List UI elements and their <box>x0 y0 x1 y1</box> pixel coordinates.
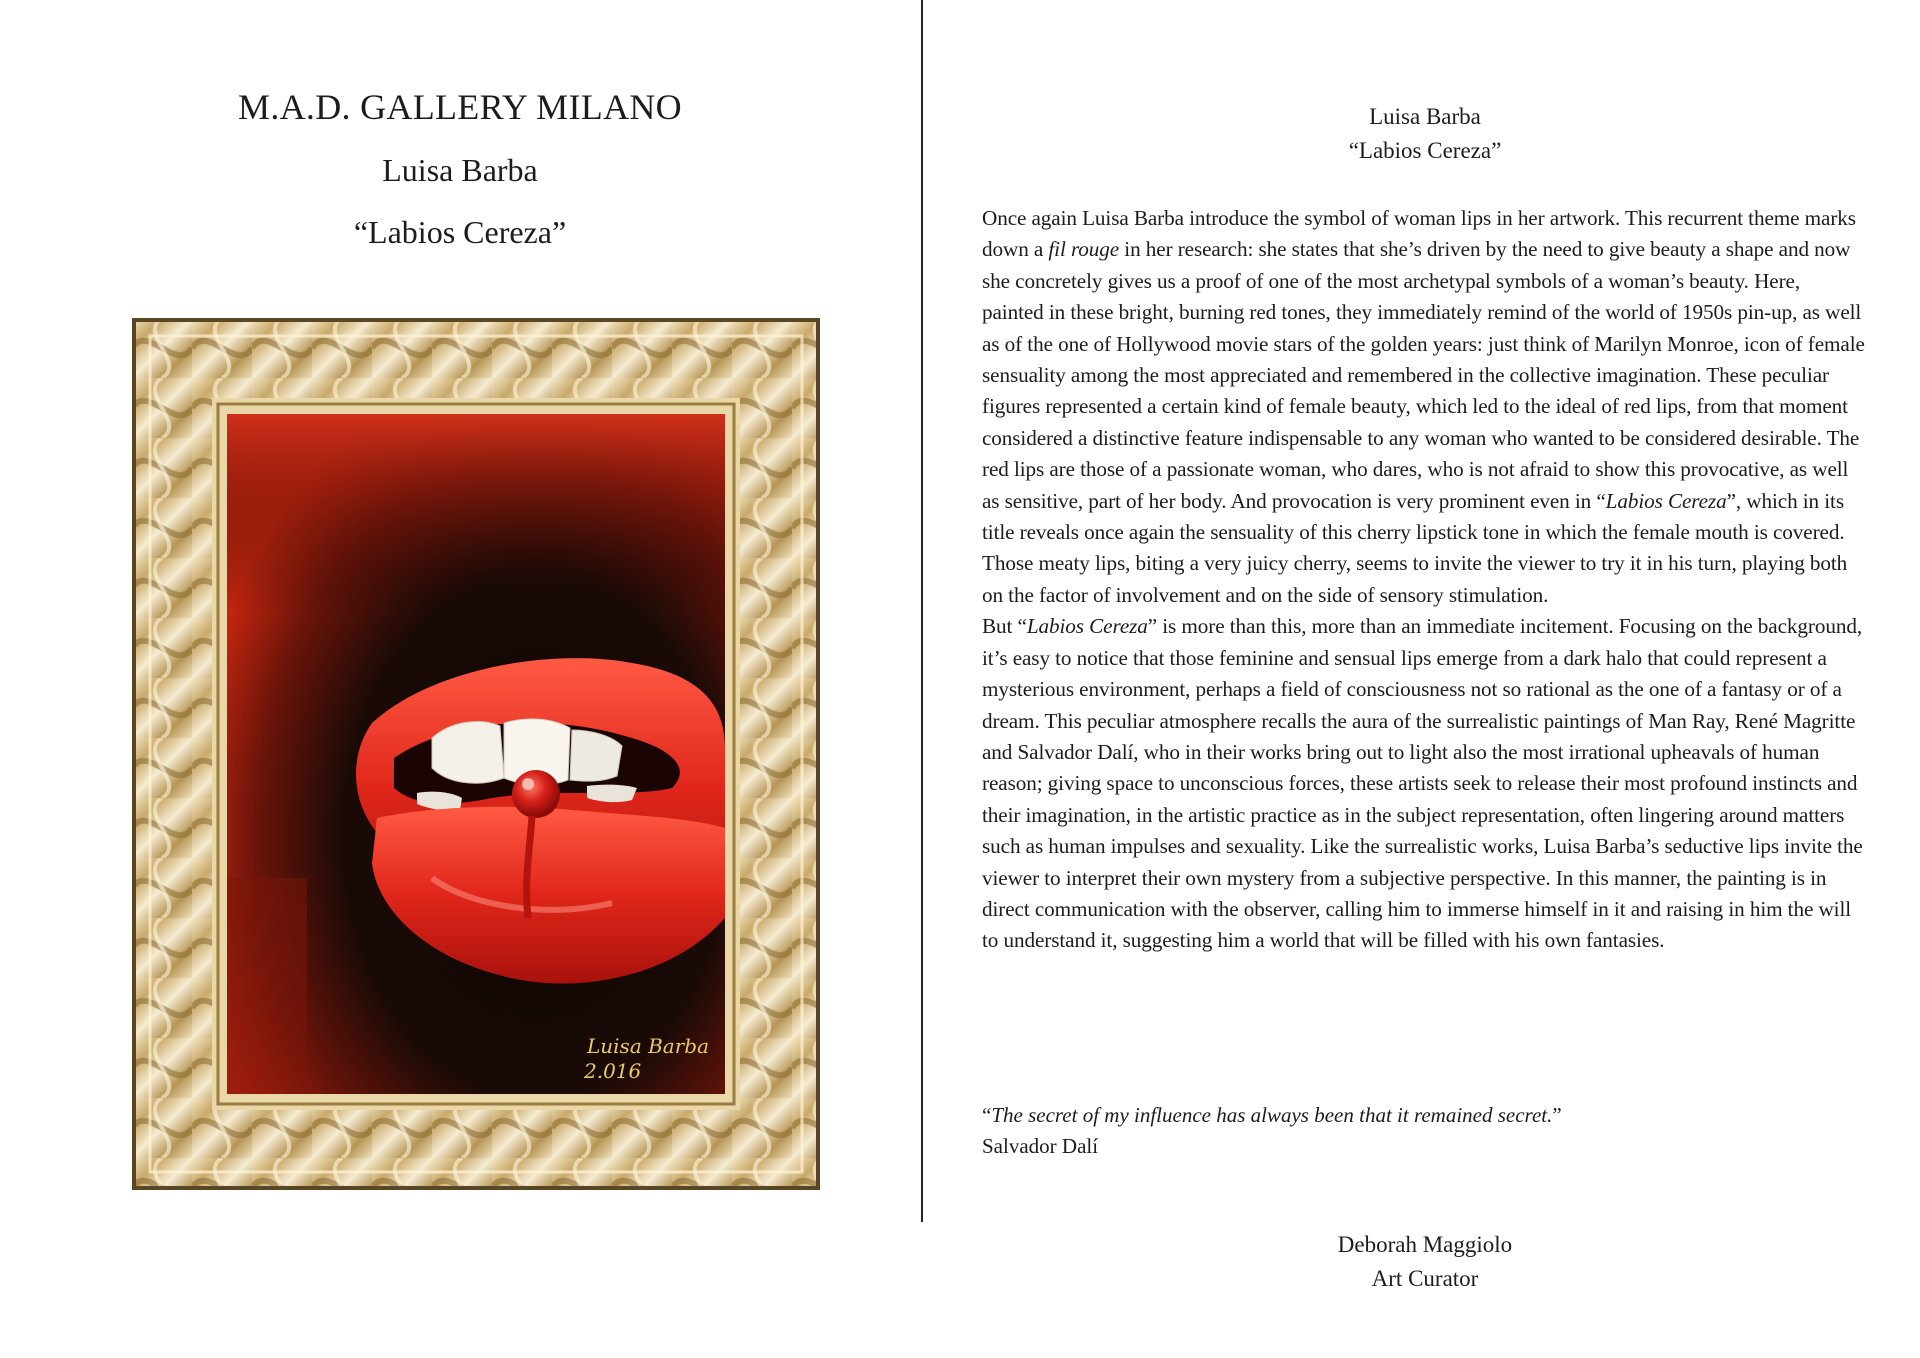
quote-author: Salvador Dalí <box>982 1134 1099 1158</box>
essay-body <box>982 203 1866 957</box>
gallery-title: M.A.D. GALLERY MILANO <box>238 87 682 127</box>
curator-signature <box>930 1228 1920 1296</box>
header-artwork-title: “Labios Cereza” <box>1348 138 1502 163</box>
artwork-title: “Labios Cereza” <box>353 214 567 250</box>
cherry <box>512 770 560 818</box>
artist-name: Luisa Barba <box>382 152 538 188</box>
essay-paragraph-2: But “Labios Cereza” is more than this, more than an immediate incitement. Focusing on the background, it’s easy to notice that those feminine and sensual lips emerge from a dark halo that could represent a mysterious environment, perhaps a field of consciousness not so rational as the one of a fantasy or of a dream. This peculiar atmosphere recalls the aura of the surrealistic paintings of Man Ray, René Magritte and Salvador Dalí, who in their works bring out to light also the most irrational upheavals of human reason; giving space to unconscious forces, these artists seek to release their most profound instincts and their imagination, in the artistic practice as in the subject representation, often lingering around matters such as human impulses and sexuality. Like the surrealistic works, Luisa Barba’s seductive lips invite the viewer to interpret their own mystery from a subjective perspective. In this manner, the painting is in direct communication with the observer, calling him to immerse himself in it and raising in him the will to understand it, suggesting him a world that will be filled with his own fantasies. <box>982 614 1863 953</box>
page-divider <box>921 0 923 1222</box>
painting-date: 2.016 <box>584 1059 642 1083</box>
quote-block <box>982 1100 1866 1162</box>
curator-name: Deborah Maggiolo <box>1337 1232 1513 1257</box>
left-page <box>0 0 920 1358</box>
painting-canvas <box>227 414 725 1094</box>
framed-painting <box>132 318 820 1190</box>
essay-paragraph-1: Once again Luisa Barba introduce the symbol of woman lips in her artwork. This recurrent theme marks down a fil rouge in her research: she states that she’s driven by the need to give beauty a shape and now she concretely gives us a proof of one of the most archetypal symbols of a woman’s beauty. Here, painted in these bright, burning red tones, they immediately remind of the world of 1950s pin-up, as well as of the one of Hollywood movie stars of the golden years: just think of Marilyn Monroe, icon of female sensuality among the most appreciated and remembered in the collective imagination. These peculiar figures represented a certain kind of female beauty, which led to the ideal of red lips, from that moment considered a distinctive feature indispensable to any woman who wanted to be considered desirable. The red lips are those of a passionate woman, who dares, who is not afraid to show this provocative, as well as sensitive, part of her body. And provocation is very prominent even in “Labios Cereza”, which in its title reveals once again the sensuality of this cherry lipstick tone in which the female mouth is covered. Those meaty lips, biting a very juicy cherry, seems to invite the viewer to try it in his turn, playing both on the factor of involvement and on the side of sensory stimulation. <box>982 206 1865 607</box>
quote-text: “The secret of my influence has always been that it remained secret.” <box>982 1103 1562 1127</box>
painting-signature: Luisa Barba <box>587 1034 710 1058</box>
header-artist-name: Luisa Barba <box>1369 104 1481 129</box>
right-page <box>930 0 1920 1358</box>
curator-role: Art Curator <box>1371 1266 1479 1291</box>
